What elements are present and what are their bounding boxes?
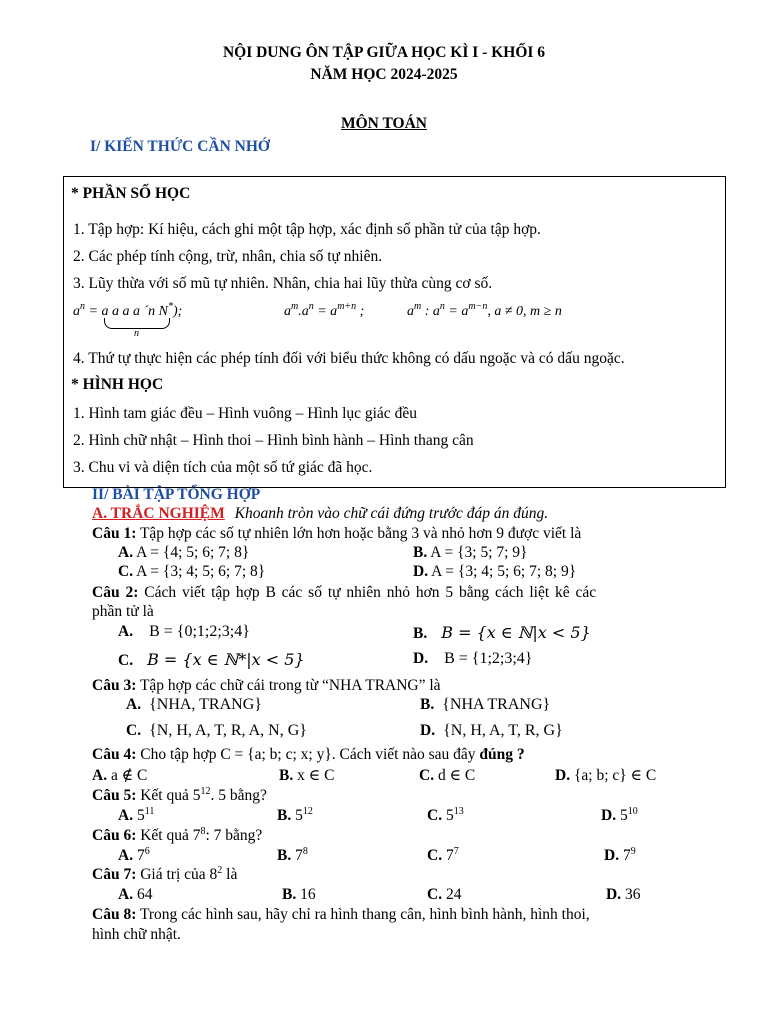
q7-option-c[interactable]	[427, 886, 461, 904]
option-letter: B.	[277, 847, 292, 864]
q5-option-d[interactable]	[601, 807, 638, 825]
formula-end: ;	[356, 304, 365, 319]
question-text: Kết quả 5	[136, 787, 201, 804]
section-1-heading: I/ KIẾN THỨC CẦN NHỚ	[90, 138, 270, 155]
arithmetic-heading: * PHẦN SỐ HỌC	[71, 185, 191, 202]
option-text: {NHA, TRANG}	[149, 696, 262, 713]
formula-mid: : a	[421, 304, 440, 319]
option-text: 7	[619, 847, 631, 864]
option-text: A = {4; 5; 6; 7; 8}	[133, 544, 250, 561]
option-letter: C.	[419, 767, 435, 784]
formula-rhs: = a	[448, 304, 469, 319]
option-text: {N, H, A, T, R, A, N, G}	[149, 722, 307, 739]
question-text-end: : 7 bằng?	[205, 827, 263, 844]
option-exponent: 7	[453, 846, 459, 857]
option-letter: D.	[413, 650, 429, 667]
section-2-heading: II/ BÀI TẬP TỔNG HỢP	[92, 486, 261, 503]
q3-option-d[interactable]	[420, 722, 563, 740]
part-a-heading: A. TRẮC NGHIỆM	[92, 505, 225, 522]
option-exponent: 9	[630, 846, 636, 857]
option-text: 24	[442, 886, 462, 903]
option-letter: D.	[604, 847, 620, 864]
option-letter: D.	[606, 886, 622, 903]
question-text: Cách viết tập hợp B các số tự nhiên nhỏ hơn 5 bằng cách liệt kê các	[138, 584, 597, 601]
question-5	[92, 787, 267, 805]
question-text: Trong các hình sau, hãy chỉ ra hình thang cân, hình bình hành, hình thoi,	[136, 906, 590, 923]
option-text: 7	[442, 847, 454, 864]
q6-option-d[interactable]	[604, 847, 636, 865]
option-text: 64	[133, 886, 153, 903]
question-text-end: . 5 bằng?	[210, 787, 267, 804]
question-2-cont: phần tử là	[92, 603, 154, 620]
knowledge-item-1: 1. Tập hợp: Kí hiệu, cách ghi một tập hợp, xác định số phần tử của tập hợp.	[73, 221, 541, 238]
option-text: 7	[133, 847, 145, 864]
option-letter: D.	[601, 807, 617, 824]
q4-option-d[interactable]	[555, 766, 656, 785]
option-letter: C.	[118, 563, 134, 580]
option-letter: A.	[126, 696, 142, 713]
option-letter: C.	[427, 847, 443, 864]
geometry-item-3: 3. Chu vi và diện tích của một số tứ giác đã học.	[73, 459, 373, 476]
question-label: Câu 1:	[92, 525, 137, 542]
question-text: Tập hợp các số tự nhiên lớn hơn hoặc bằng 3 và nhỏ hơn 9 được viết là	[136, 525, 582, 542]
option-letter: B.	[413, 625, 428, 642]
option-letter: C.	[126, 722, 142, 739]
option-text: 5	[616, 807, 628, 824]
option-text: B = {x ∈ ℕ|x < 5}	[441, 623, 591, 642]
q7-option-a[interactable]	[118, 886, 152, 904]
question-7	[92, 866, 237, 884]
part-a-instruction: Khoanh tròn vào chữ cái đứng trước đáp án đúng.	[234, 505, 549, 522]
option-letter: B.	[277, 807, 292, 824]
q6-option-a[interactable]	[118, 847, 150, 865]
underbrace-label: n	[134, 328, 139, 339]
option-text: a ∉ C	[107, 767, 148, 784]
question-label: Câu 8:	[92, 906, 137, 923]
formula-exp: n	[80, 301, 85, 312]
q3-option-a[interactable]	[126, 696, 262, 714]
q1-option-a[interactable]	[118, 544, 249, 562]
subject-title: MÔN TOÁN	[341, 115, 427, 132]
option-letter: B.	[279, 767, 294, 784]
option-letter: C.	[118, 652, 134, 669]
question-8	[92, 906, 590, 924]
knowledge-item-2: 2. Các phép tính cộng, trừ, nhân, chia số tự nhiên.	[73, 248, 383, 265]
formula-end: );	[172, 304, 183, 319]
q1-option-c[interactable]	[118, 563, 265, 581]
q4-option-a[interactable]	[92, 766, 147, 785]
question-exponent: 12	[200, 786, 211, 797]
q1-option-b[interactable]	[413, 544, 528, 562]
doc-title: NỘI DUNG ÔN TẬP GIỮA HỌC KÌ I - KHỐI 6	[222, 44, 546, 61]
question-label: Câu 6:	[92, 827, 137, 844]
question-text-end: là	[222, 866, 238, 883]
formula-base: a	[407, 304, 414, 319]
formula-power-definition: $a^n = a$ a a a ´n N*);	[73, 301, 183, 319]
question-label: Câu 2:	[92, 584, 139, 601]
question-text: Cho tập hợp C = {a; b; c; x; y}. Cách viết nào sau đây	[136, 746, 480, 763]
formula-power-multiply: $a^m.a^n = a^{m+n}$ ;	[284, 301, 365, 319]
option-letter: A.	[118, 544, 134, 561]
question-emphasis: đúng ?	[479, 746, 525, 763]
question-text: Kết quả 7	[136, 827, 201, 844]
option-text: A = {3; 4; 5; 6; 7; 8}	[133, 563, 266, 580]
question-8-cont: hình chữ nhật.	[92, 926, 181, 943]
q5-option-c[interactable]	[427, 807, 464, 825]
option-letter: D.	[420, 722, 436, 739]
option-exponent: 11	[144, 806, 155, 817]
option-text: B = {1;2;3;4}	[444, 650, 533, 667]
school-year: NĂM HỌC 2024-2025	[310, 66, 458, 83]
question-label: Câu 5:	[92, 787, 137, 804]
option-text: 16	[296, 886, 316, 903]
q2-option-a[interactable]	[118, 623, 250, 641]
option-text: B = {x ∈ ℕ*|x < 5}	[147, 650, 305, 669]
option-exponent: 8	[302, 846, 308, 857]
option-exponent: 13	[453, 806, 464, 817]
geometry-item-2: 2. Hình chữ nhật – Hình thoi – Hình bình hành – Hình thang cân	[73, 432, 474, 449]
knowledge-item-3: 3. Lũy thừa với số mũ tự nhiên. Nhân, chia hai lũy thừa cùng cơ số.	[73, 275, 493, 292]
q3-option-c[interactable]	[126, 722, 307, 740]
question-label: Câu 7:	[92, 866, 137, 883]
question-6	[92, 827, 262, 845]
option-letter: C.	[427, 807, 443, 824]
option-exponent: 6	[144, 846, 150, 857]
q5-option-a[interactable]	[118, 807, 154, 825]
question-4	[92, 746, 525, 764]
q2-option-c[interactable]	[118, 650, 305, 670]
option-text: 5	[133, 807, 145, 824]
knowledge-item-4: 4. Thứ tự thực hiện các phép tính đối với biểu thức không có dấu ngoặc và có dấu ngoặc.	[73, 350, 625, 367]
question-exponent: 2	[217, 865, 223, 876]
option-exponent: 12	[302, 806, 313, 817]
q5-option-b[interactable]	[277, 807, 313, 825]
q6-option-b[interactable]	[277, 847, 308, 865]
option-text: d ∈ C	[434, 767, 476, 784]
formula-power-divide: $a^m$ : $a^n = a^{m-n}$, a ≠ 0, m ≥ n	[407, 301, 562, 319]
question-label: Câu 4:	[92, 746, 137, 763]
option-letter: A.	[118, 847, 134, 864]
question-label: Câu 3:	[92, 677, 137, 694]
option-letter: C.	[427, 886, 443, 903]
q2-option-d[interactable]	[413, 650, 532, 668]
formula-mid: .a	[298, 304, 309, 319]
option-letter: A.	[92, 767, 108, 784]
q3-option-b[interactable]	[420, 696, 550, 714]
question-text: Tập hợp các chữ cái trong từ “NHA TRANG” là	[136, 677, 441, 694]
q4-option-c[interactable]	[419, 766, 475, 785]
option-text: 7	[291, 847, 303, 864]
formula-base: a	[284, 304, 291, 319]
question-3	[92, 677, 441, 695]
question-exponent: 8	[200, 826, 206, 837]
option-text: 36	[621, 886, 641, 903]
option-text: {N, H, A, T, R, G}	[443, 722, 563, 739]
option-text: A = {3; 4; 5; 6; 7; 8; 9}	[428, 563, 577, 580]
q1-option-d[interactable]	[413, 563, 576, 581]
formula-base: a	[73, 304, 80, 319]
option-letter: A.	[118, 807, 134, 824]
option-text: x ∈ C	[293, 767, 335, 784]
part-a-line	[92, 505, 548, 523]
geometry-item-1: 1. Hình tam giác đều – Hình vuông – Hình lục giác đều	[73, 405, 417, 422]
question-text: Giá trị của 8	[136, 866, 218, 883]
option-letter: A.	[118, 886, 134, 903]
option-text: 5	[442, 807, 454, 824]
formula-end: , a ≠ 0, m ≥ n	[487, 304, 562, 319]
option-letter: B.	[282, 886, 297, 903]
option-text: {a; b; c} ∈ C	[570, 767, 657, 784]
q6-option-c[interactable]	[427, 847, 459, 865]
option-exponent: 10	[627, 806, 638, 817]
formula-rhs: = a	[317, 304, 338, 319]
geometry-heading: * HÌNH HỌC	[71, 376, 164, 393]
option-letter: D.	[555, 767, 571, 784]
q7-option-d[interactable]	[606, 886, 640, 904]
q4-option-b[interactable]	[279, 766, 334, 785]
q7-option-b[interactable]	[282, 886, 316, 904]
option-text: {NHA TRANG}	[442, 696, 551, 713]
question-1	[92, 525, 581, 543]
option-text: 5	[291, 807, 303, 824]
option-letter: A.	[118, 623, 134, 640]
question-2	[92, 584, 596, 602]
option-letter: D.	[413, 563, 429, 580]
option-letter: B.	[413, 544, 428, 561]
option-text: A = {3; 5; 7; 9}	[427, 544, 528, 561]
formula-rhs: = a a a a ´n N	[88, 304, 168, 319]
option-letter: B.	[420, 696, 435, 713]
q2-option-b[interactable]	[413, 623, 591, 643]
option-text: B = {0;1;2;3;4}	[149, 623, 250, 640]
